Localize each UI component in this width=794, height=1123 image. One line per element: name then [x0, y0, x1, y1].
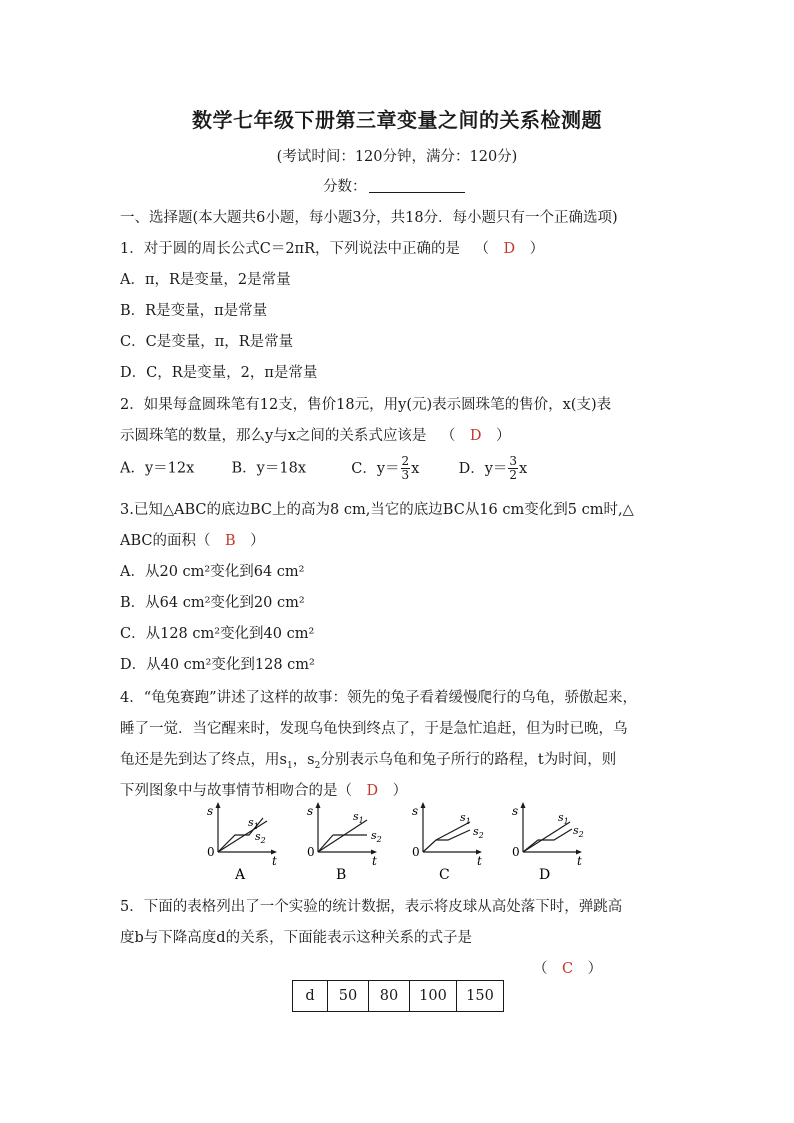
svg-text:A: A — [235, 867, 246, 883]
svg-text:0: 0 — [207, 845, 215, 859]
question-3-answer: B — [225, 533, 236, 549]
question-3-option-b: B．从64 cm²变化到20 cm² — [120, 595, 305, 611]
score-field — [323, 175, 465, 196]
question-4-line-3: 龟还是先到达了终点，用$s_1$，$s_2$分别表示乌龟和兔子所行的路程，t为时间，则 — [120, 752, 617, 771]
svg-text:t: t — [477, 854, 482, 868]
svg-text:s: s — [207, 804, 214, 818]
question-3-line-1: 3.已知△ABC的底边BC上的高为8 cm,当它的底边BC从16 cm变化到5 cm时,△ — [120, 502, 634, 518]
question-2-option-c: C．y＝ $\frac{2}{3}$ x — [351, 454, 420, 482]
question-5-table — [292, 980, 504, 1012]
score-label: 分数： — [323, 179, 367, 195]
svg-text:s2: $s_2$ — [255, 830, 266, 845]
question-5-line-1: 5．下面的表格列出了一个实验的统计数据，表示将皮球从高处落下时，弹跳高 — [120, 899, 623, 915]
graph-a — [205, 802, 285, 882]
svg-text:s: s — [512, 804, 519, 818]
svg-text:0: 0 — [512, 845, 520, 859]
question-1-answer: D — [503, 241, 516, 257]
graph-b — [305, 802, 385, 882]
question-2-option-b: B．y＝18x — [231, 460, 306, 477]
svg-text:s: s — [307, 804, 314, 818]
question-5-answer: C — [562, 961, 574, 977]
svg-text:s1: $s_1$ — [460, 811, 471, 826]
svg-text:B: B — [336, 867, 347, 883]
svg-text:s1: $s_1$ — [248, 816, 259, 831]
svg-text:t: t — [272, 854, 277, 868]
question-4-answer: D — [366, 783, 379, 799]
question-1-stem: 1．对于圆的周长公式C＝2πR，下列说法中正确的是 （ D ） — [120, 241, 545, 257]
question-1-option-c: C．C是变量，π，R是常量 — [120, 334, 294, 350]
table-cell: 150 — [457, 981, 504, 1012]
svg-text:C: C — [439, 867, 450, 883]
question-5-line-2: 度b与下降高度d的关系，下面能表示这种关系的式子是 — [120, 930, 473, 946]
question-2-options — [120, 455, 527, 482]
question-2-answer: D — [469, 428, 482, 444]
question-5-answer-brackets: （ C ） — [533, 961, 603, 977]
question-3-option-c: C．从128 cm²变化到40 cm² — [120, 626, 315, 642]
svg-text:t: t — [577, 854, 582, 868]
question-4-graphs — [205, 802, 595, 882]
graph-d — [510, 802, 590, 882]
question-1-option-a: A．π，R是变量，2是常量 — [120, 272, 291, 288]
table-cell: 80 — [369, 981, 410, 1012]
table-cell: d — [293, 981, 328, 1012]
svg-text:D: D — [539, 867, 551, 883]
section-heading: 一、选择题(本大题共6小题，每小题3分，共18分．每小题只有一个正确选项) — [120, 210, 618, 226]
svg-text:s1: $s_1$ — [353, 810, 364, 825]
question-2-line-1: 2．如果每盒圆珠笔有12支，售价18元，用y(元)表示圆珠笔的售价，x(支)表 — [120, 397, 612, 413]
question-3-line-2: ABC的面积（ B ） — [120, 533, 265, 549]
question-4-line-2: 睡了一觉．当它醒来时，发现乌龟快到终点了，于是急忙追赶，但为时已晚，乌 — [120, 721, 628, 737]
table-cell: 50 — [328, 981, 369, 1012]
svg-text:t: t — [372, 854, 377, 868]
svg-text:0: 0 — [307, 845, 315, 859]
question-2-option-d: D．y＝ $\frac{3}{2}$ x — [458, 454, 528, 482]
svg-text:s2: $s_2$ — [573, 824, 584, 839]
table-cell: 100 — [410, 981, 457, 1012]
question-3-option-a: A．从20 cm²变化到64 cm² — [120, 564, 305, 580]
score-blank[interactable] — [369, 178, 465, 193]
exam-info: (考试时间：120分钟，满分：120分) — [276, 149, 518, 165]
question-2-line-2: 示圆珠笔的数量，那么y与x之间的关系式应该是 （ D ） — [120, 428, 511, 444]
question-3-option-d: D．从40 cm²变化到128 cm² — [120, 657, 315, 673]
question-4-line-4: 下列图象中与故事情节相吻合的是（ D ） — [120, 783, 408, 799]
svg-text:s1: $s_1$ — [558, 811, 569, 826]
svg-text:s: s — [412, 804, 419, 818]
page-title: 数学七年级下册第三章变量之间的关系检测题 — [192, 108, 602, 132]
question-2-option-a: A．y＝12x — [120, 460, 195, 477]
question-1-option-d: D．C，R是变量，2，π是常量 — [120, 365, 318, 381]
table-row — [293, 981, 504, 1012]
svg-text:s2: $s_2$ — [473, 825, 484, 840]
svg-text:s2: $s_2$ — [371, 829, 382, 844]
question-4-line-1: 4．“龟兔赛跑”讲述了这样的故事：领先的兔子看着缓慢爬行的乌龟，骄傲起来， — [120, 690, 638, 706]
svg-text:0: 0 — [412, 845, 420, 859]
question-1-option-b: B．R是变量，π是常量 — [120, 303, 268, 319]
graph-c — [410, 802, 490, 882]
